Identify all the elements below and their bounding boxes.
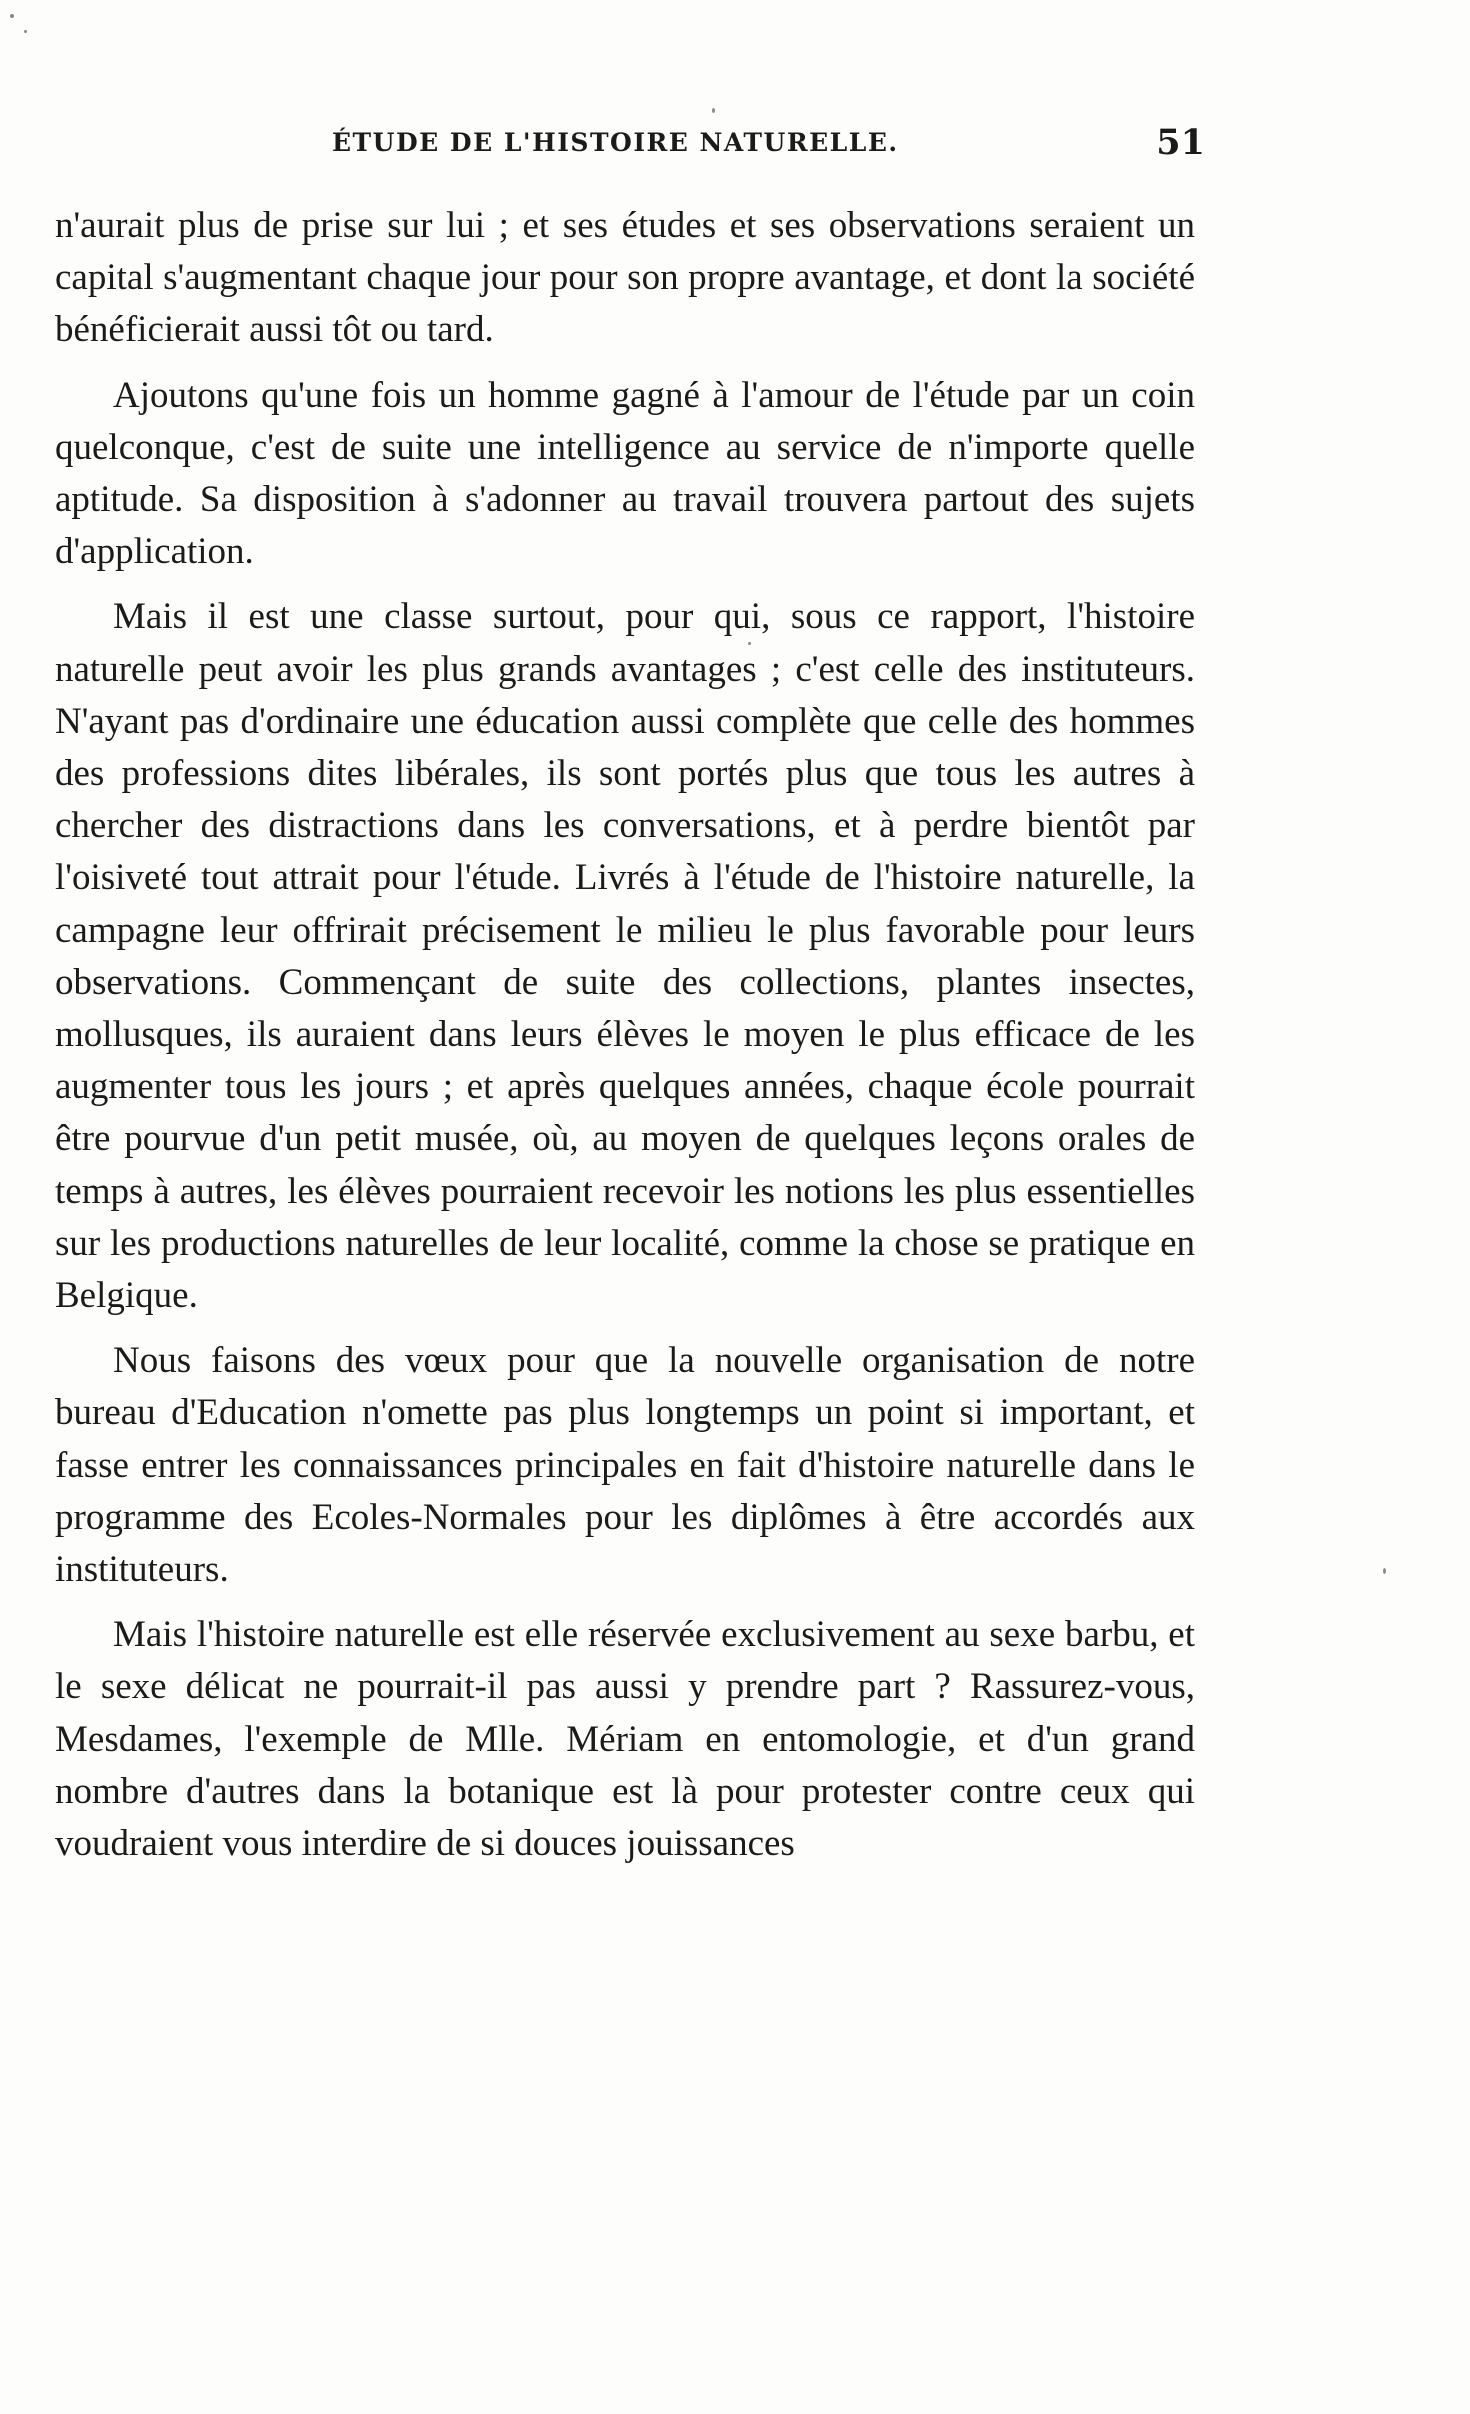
paragraph: Mais il est une classe surtout, pour qui, sous ce rapport, l'histoire naturelle peut avoir les plus grands avantages ; c'est celle des instituteurs. N'ayant pas d'ordinaire une éducation aussi complète que celle des hommes des professions dites libérales, ils sont portés plus que tous les autres à chercher des distractions dans les conversations, et à perdre bientôt par l'oisiveté tout attrait pour l'étude. Livrés à l'étude de l'histoire naturelle, la campagne leur offrirait précisement le milieu le plus favorable pour leurs observations. Commençant de suite des collections, plantes insectes, mollusques, ils auraient dans leurs élèves le moyen le plus efficace de les augmenter tous les jours ; et après quelques années, chaque école pourrait être pourvue d'un petit musée, où, au moyen de quelques leçons orales de temps à autres, les élèves pourraient recevoir les notions les plus essentielles sur les productions naturelles de leur localité, comme la chose se pratique en Belgique. (55, 596, 1195, 1317)
paper-speck (712, 108, 715, 113)
paper-speck (24, 30, 27, 33)
paper-speck (748, 642, 751, 645)
page-number: 51 (1156, 122, 1205, 163)
paper-speck (1383, 1568, 1386, 1574)
paragraph: Mais l'histoire naturelle est elle réservée exclusivement au sexe barbu, et le sexe délicat ne pourrait-il pas aussi y prendre part ? Rassurez-vous, Mesdames, l'exemple de Mlle. Mériam en entomologie, et d'un grand nombre d'autres dans la botanique est là pour protester contre ceux qui voudraient vous interdire de si douces jouissances (55, 1614, 1195, 1865)
paragraph: Nous faisons des vœux pour que la nouvelle organisation de notre bureau d'Education n'omette pas plus longtemps un point si important, et fasse entrer les connaissances principales en fait d'histoire naturelle dans le programme des Ecoles-Normales pour les diplômes à être accordés aux instituteurs. (55, 1340, 1195, 1591)
paper-speck (10, 14, 14, 18)
paragraph-continued: n'aurait plus de prise sur lui ; et ses études et ses observations seraient un capital s'augmentant chaque jour pour son propre avantage, et dont la société bénéficierait aussi tôt ou tard. (55, 205, 1195, 351)
running-head: ÉTUDE DE L'HISTOIRE NATURELLE. (332, 128, 899, 157)
body-text (55, 200, 1195, 1883)
paragraph: Ajoutons qu'une fois un homme gagné à l'amour de l'étude par un coin quelconque, c'est de suite une intelligence au service de n'importe quelle aptitude. Sa disposition à s'adonner au travail trouvera partout des sujets d'application. (55, 374, 1195, 573)
page-header (200, 122, 1205, 178)
